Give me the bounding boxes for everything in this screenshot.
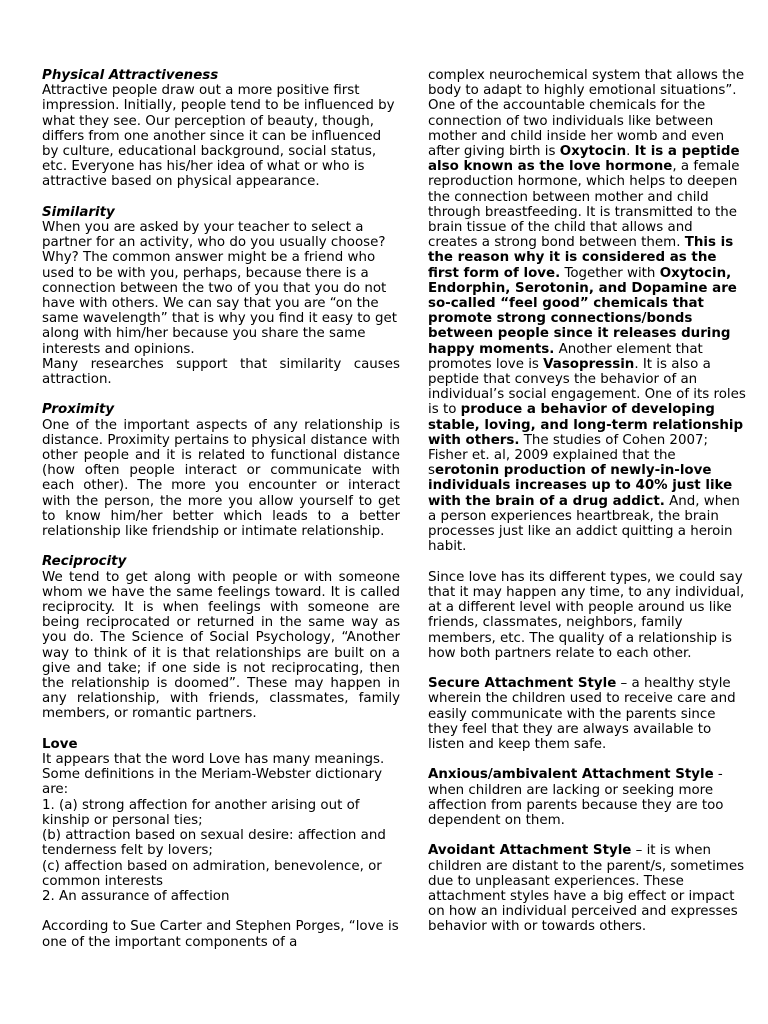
section-heading: Reciprocity <box>42 554 127 570</box>
text-run: Together with <box>560 265 660 281</box>
section-heading: Similarity <box>42 204 115 220</box>
section-love-types <box>428 570 746 661</box>
bold-run: It is a peptide also known as the love hormone <box>428 144 740 175</box>
definition-item: 1. (a) strong affection for another arising out of kinship or personal ties; <box>42 797 360 828</box>
term-title: Avoidant Attachment Style <box>428 843 632 859</box>
section-neurochemistry <box>428 68 746 555</box>
section-body: It appears that the word Love has many meanings. Some definitions in the Meriam-Webster dictionary are: <box>42 752 385 798</box>
section-body: One of the important aspects of any relationship is distance. Proximity pertains to physical distance with other people and it is related to functional distance (how often people interact or communicate with each other). The more you encounter or interact with the person, the more you allow yourself to get to know him/her better which leads to a better relationship like friendship or intimate relationship. <box>42 417 400 540</box>
section-reciprocity <box>42 554 400 721</box>
section-body-continued: Many researches support that similarity causes attraction. <box>42 356 400 388</box>
section-anxious-attachment <box>428 767 746 828</box>
term-body: – a healthy style wherein the children used to receive care and easily communicate with the parents since they feel that they are always available to listen and keep them safe. <box>428 676 736 752</box>
bold-run: produce a behavior of developing stable, loving, and long-term relationship with others. <box>428 402 744 448</box>
section-love <box>42 737 400 904</box>
section-avoidant-attachment <box>428 843 746 934</box>
left-column <box>42 68 400 950</box>
definition-item: 2. An assurance of affection <box>42 888 230 904</box>
text-run: And, when a person experiences heartbreak, the brain processes just like an addict quitting a heroin habit. <box>428 493 740 555</box>
section-body: We tend to get along with people or with someone whom we have the same feelings toward. It is called reciprocity. It is when feelings with someone are being reciprocated or returned in the same way as you do. The Science of Social Psychology, “Another way to think of it is that relationships are built on a give and take; if one side is not reciprocating, then the relationship is doomed”. These may happen in any relationship, with friends, classmates, family members, or romantic partners. <box>42 569 400 722</box>
bold-run: Vasopressin <box>543 356 635 372</box>
bold-run: This is the reason why it is considered as the first form of love. <box>428 235 734 281</box>
text-run: . <box>626 144 635 160</box>
text-run: complex neurochemical system that allows the body to adapt to highly emotional situations”. One of the accountable chemicals for the connection of two individuals like between mother and child inside her womb and even after giving birth is <box>428 68 745 160</box>
section-body: Attractive people draw out a more positive first impression. Initially, people tend to be influenced by what they see. Our perception of beauty, though, differs from one another since it can be influenced by culture, educational background, social status, etc. Everyone has his/her idea of what or who is attractive based on physical appearance. <box>42 83 395 190</box>
section-carter-quote <box>42 919 400 949</box>
definition-item: (c) affection based on admiration, benevolence, or common interests <box>42 858 382 889</box>
term-title: Anxious/ambivalent Attachment Style <box>428 767 714 783</box>
section-heading: Proximity <box>42 402 115 418</box>
right-column <box>428 68 746 935</box>
text-run: , a female reproduction hormone, which helps to deepen the connection between mother and child through breastfeeding. It is transmitted to the brain tissue of the child that allows and creates a strong bond between them. <box>428 159 740 251</box>
text-run: The studies of Cohen 2007; Fisher et. al, 2009 explained that the s <box>428 432 709 479</box>
bold-run: erotonin production of newly-in-love individuals increases up to 40% just like with the brain of a drug addict. <box>428 463 733 509</box>
section-physical-attractiveness <box>42 68 400 190</box>
term-body: – it is when children are distant to the parent/s, sometimes due to unpleasant experiences. These attachment styles have a big effect or impact on how an individual perceived and expresses behavior with or towards others. <box>428 843 745 935</box>
definition-item: (b) attraction based on sexual desire: affection and tenderness felt by lovers; <box>42 828 386 859</box>
section-heading: Physical Attractiveness <box>42 68 219 83</box>
section-body: Since love has its different types, we could say that it may happen any time, to any individual, at a different level with people around us like friends, classmates, neighbors, family members, etc. The quality of a relationship is how both partners relate to each other. <box>428 569 745 661</box>
section-body: According to Sue Carter and Stephen Porges, “love is one of the important components of a <box>42 919 399 950</box>
bold-run: Oxytocin, Endorphin, Serotonin, and Dopamine are so-called “feel good” chemicals that promote strong connections/bonds between people since it releases during happy moments. <box>428 265 737 357</box>
section-similarity <box>42 205 400 387</box>
section-heading: Love <box>42 736 78 752</box>
section-proximity <box>42 402 400 539</box>
term-body: - when children are lacking or seeking more affection from parents because they are too dependent on them. <box>428 767 724 828</box>
text-run: . It is also a peptide that conveys the behavior of an individual’s social engagement. One of its roles is to <box>428 356 746 418</box>
term-title: Secure Attachment Style <box>428 676 617 692</box>
section-body: When you are asked by your teacher to select a partner for an activity, who do you usually choose? Why? The common answer might be a friend who used to be with you, perhaps, because there is a connection between the two of you that you do not have with others. We can say that you are “on the same wavelength” that is why you find it easy to get along with him/her because you share the same interests and opinions. <box>42 220 397 357</box>
section-secure-attachment <box>428 676 746 752</box>
bold-run: Oxytocin <box>559 144 627 160</box>
text-run: Another element that promotes love is <box>428 341 703 372</box>
